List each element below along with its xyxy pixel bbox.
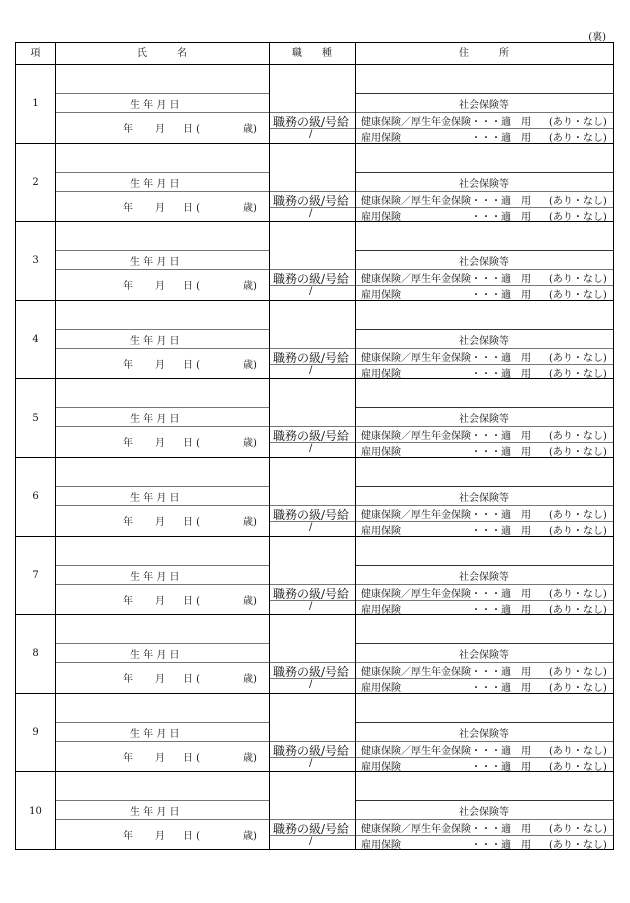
grade-slash[interactable]: / <box>309 207 313 219</box>
employment-insurance-label: 雇用保険 <box>361 447 401 459</box>
birth-day-label[interactable]: 日 ( <box>183 595 201 607</box>
health-pension-insurance-label: 健康保険／厚生年金保険・・・適 用 <box>361 274 531 286</box>
birth-day-label[interactable]: 日 ( <box>183 438 201 450</box>
employment-applicable-label: ・・・適 用 <box>471 290 531 302</box>
row-rule <box>55 93 269 94</box>
age-label[interactable]: 歳) <box>243 517 257 528</box>
social-insurance-label: 社会保険等 <box>459 650 509 662</box>
birth-year-label[interactable]: 年 <box>123 831 133 843</box>
name-cell <box>55 222 269 300</box>
address-cell <box>355 144 613 222</box>
health-applicable-choice[interactable]: (あり・なし) <box>549 745 607 757</box>
address-cell <box>355 537 613 615</box>
health-pension-insurance-label: 健康保険／厚生年金保険・・・適 用 <box>361 745 531 757</box>
employment-applicable-choice[interactable]: (あり・なし) <box>549 840 607 852</box>
birth-date-label[interactable]: 生 年 月 日 <box>130 650 180 662</box>
birth-date-label[interactable]: 生 年 月 日 <box>130 257 180 269</box>
row-rule <box>355 565 613 566</box>
name-cell <box>55 694 269 772</box>
birth-month-label[interactable]: 月 <box>155 202 165 214</box>
employment-insurance-label: 雇用保険 <box>361 761 401 773</box>
employee-row <box>16 615 613 694</box>
row-rule <box>55 584 269 585</box>
health-applicable-choice[interactable]: (あり・なし) <box>549 510 607 521</box>
employment-applicable-choice[interactable]: (あり・なし) <box>549 368 607 380</box>
age-label[interactable]: 歳) <box>243 752 257 764</box>
grade-slash[interactable]: / <box>309 364 313 376</box>
grade-slash[interactable]: / <box>309 600 313 612</box>
birth-year-label[interactable]: 年 <box>123 752 133 764</box>
employment-insurance-label: 雇用保険 <box>361 368 401 380</box>
job-cell <box>269 144 355 222</box>
row-rule <box>355 172 613 173</box>
row-rule <box>55 329 269 330</box>
job-cell <box>269 537 355 615</box>
birth-month-label[interactable]: 月 <box>155 752 165 764</box>
job-cell <box>269 772 355 851</box>
health-pension-insurance-label: 健康保険／厚生年金保険・・・適 用 <box>361 352 531 364</box>
health-pension-insurance-label: 健康保険／厚生年金保険・・・適 用 <box>361 824 531 836</box>
grade-label[interactable]: 職務の級/号給 <box>273 272 350 287</box>
health-applicable-choice[interactable]: (あり・なし) <box>549 588 607 600</box>
age-label[interactable]: 歳) <box>243 438 257 450</box>
job-cell <box>269 458 355 536</box>
employee-row <box>16 144 613 223</box>
grade-slash[interactable]: / <box>309 286 313 298</box>
birth-day-label[interactable]: 日 ( <box>183 281 201 293</box>
birth-year-label[interactable]: 年 <box>123 202 133 214</box>
employment-applicable-choice[interactable]: (あり・なし) <box>549 683 607 695</box>
employment-applicable-label: ・・・適 用 <box>471 683 531 695</box>
health-applicable-choice[interactable]: (あり・なし) <box>549 431 607 443</box>
row-rule <box>55 722 269 723</box>
health-pension-insurance-label: 健康保険／厚生年金保険・・・適 用 <box>361 667 531 679</box>
job-cell <box>269 301 355 379</box>
row-rule <box>55 741 269 742</box>
row-number: 2 <box>32 176 39 188</box>
birth-month-label[interactable]: 月 <box>155 595 165 607</box>
age-label[interactable]: 歳) <box>243 831 257 843</box>
row-number: 4 <box>32 334 39 346</box>
birth-month-label[interactable]: 月 <box>155 281 165 293</box>
health-pension-insurance-label: 健康保険／厚生年金保険・・・適 用 <box>361 588 531 600</box>
age-label[interactable]: 歳) <box>243 359 257 371</box>
employee-list-table <box>15 42 614 850</box>
grade-label[interactable]: 職務の級/号給 <box>273 665 350 680</box>
row-rule <box>55 172 269 173</box>
grade-slash[interactable]: / <box>309 836 313 848</box>
job-cell <box>269 222 355 300</box>
social-insurance-label: 社会保険等 <box>459 493 509 504</box>
social-insurance-label: 社会保険等 <box>459 335 509 347</box>
row-number: 1 <box>32 98 39 110</box>
employment-applicable-choice[interactable]: (あり・なし) <box>549 447 607 459</box>
employment-applicable-choice[interactable]: (あり・なし) <box>549 604 607 616</box>
address-cell <box>355 615 613 693</box>
employee-row <box>16 222 613 301</box>
row-rule <box>55 819 269 820</box>
table-header <box>16 43 613 65</box>
birth-month-label[interactable]: 月 <box>155 674 165 686</box>
name-cell <box>55 144 269 222</box>
age-label[interactable]: 歳) <box>243 202 257 214</box>
row-rule <box>55 800 269 801</box>
header-job: 職 種 <box>292 48 332 59</box>
column-divider <box>269 43 270 849</box>
row-rule <box>55 269 269 270</box>
row-rule <box>55 407 269 408</box>
row-rule <box>55 112 269 113</box>
employment-insurance-label: 雇用保険 <box>361 526 401 537</box>
age-label[interactable]: 歳) <box>243 595 257 607</box>
employee-row <box>16 65 613 144</box>
row-number: 5 <box>32 412 39 424</box>
employment-insurance-label: 雇用保険 <box>361 133 401 144</box>
birth-day-label[interactable]: 日 ( <box>183 517 201 528</box>
birth-date-label[interactable]: 生 年 月 日 <box>130 100 180 111</box>
birth-day-label[interactable]: 日 ( <box>183 674 201 686</box>
grade-label[interactable]: 職務の級/号給 <box>273 193 350 208</box>
row-rule <box>55 505 269 506</box>
column-divider <box>55 43 56 849</box>
address-cell <box>355 301 613 379</box>
row-number: 3 <box>32 255 39 267</box>
health-pension-insurance-label: 健康保険／厚生年金保険・・・適 用 <box>361 117 531 128</box>
employee-row <box>16 301 613 380</box>
health-pension-insurance-label: 健康保険／厚生年金保険・・・適 用 <box>361 431 531 443</box>
address-cell <box>355 65 613 143</box>
employment-applicable-label: ・・・適 用 <box>471 211 531 223</box>
job-cell <box>269 694 355 772</box>
column-divider <box>355 43 356 849</box>
grade-label[interactable]: 職務の級/号給 <box>273 350 350 365</box>
employment-insurance-label: 雇用保険 <box>361 211 401 223</box>
row-rule <box>355 722 613 723</box>
grade-slash[interactable]: / <box>309 129 313 140</box>
row-number: 6 <box>32 491 39 503</box>
social-insurance-label: 社会保険等 <box>459 414 509 426</box>
row-rule <box>355 93 613 94</box>
address-cell <box>355 772 613 851</box>
employment-applicable-choice[interactable]: (あり・なし) <box>549 290 607 302</box>
birth-date-label[interactable]: 生 年 月 日 <box>130 728 180 740</box>
row-number: 7 <box>32 569 39 581</box>
employment-applicable-label: ・・・適 用 <box>471 761 531 773</box>
health-pension-insurance-label: 健康保険／厚生年金保険・・・適 用 <box>361 510 531 521</box>
birth-date-label[interactable]: 生 年 月 日 <box>130 414 180 426</box>
address-cell <box>355 379 613 457</box>
birth-day-label[interactable]: 日 ( <box>183 752 201 764</box>
header-name: 氏 名 <box>137 48 187 59</box>
birth-date-label[interactable]: 生 年 月 日 <box>130 335 180 347</box>
grade-label[interactable]: 職務の級/号給 <box>273 429 350 444</box>
employee-row <box>16 694 613 773</box>
row-rule <box>55 348 269 349</box>
social-insurance-label: 社会保険等 <box>459 257 509 269</box>
social-insurance-label: 社会保険等 <box>459 178 509 190</box>
birth-day-label[interactable]: 日 ( <box>183 124 201 135</box>
row-rule <box>55 191 269 192</box>
row-rule <box>55 426 269 427</box>
birth-year-label[interactable]: 年 <box>123 438 133 450</box>
row-rule <box>55 565 269 566</box>
birth-year-label[interactable]: 年 <box>123 517 133 528</box>
grade-label[interactable]: 職務の級/号給 <box>273 586 350 601</box>
birth-year-label[interactable]: 年 <box>123 674 133 686</box>
name-cell <box>55 772 269 851</box>
health-applicable-choice[interactable]: (あり・なし) <box>549 117 607 128</box>
row-rule <box>355 329 613 330</box>
row-rule <box>55 250 269 251</box>
health-applicable-choice[interactable]: (あり・なし) <box>549 352 607 364</box>
employee-row <box>16 379 613 458</box>
birth-date-label[interactable]: 生 年 月 日 <box>130 571 180 583</box>
age-label[interactable]: 歳) <box>243 674 257 686</box>
birth-month-label[interactable]: 月 <box>155 124 165 135</box>
row-rule <box>355 800 613 801</box>
employment-applicable-choice[interactable]: (あり・なし) <box>549 211 607 223</box>
row-rule <box>355 250 613 251</box>
row-number: 8 <box>32 648 39 660</box>
name-cell <box>55 537 269 615</box>
social-insurance-label: 社会保険等 <box>459 571 509 583</box>
employment-insurance-label: 雇用保険 <box>361 604 401 616</box>
grade-slash[interactable]: / <box>309 679 313 691</box>
employee-row <box>16 537 613 616</box>
health-pension-insurance-label: 健康保険／厚生年金保険・・・適 用 <box>361 195 531 207</box>
job-cell <box>269 65 355 143</box>
row-rule <box>355 643 613 644</box>
employment-insurance-label: 雇用保険 <box>361 290 401 302</box>
birth-year-label[interactable]: 年 <box>123 124 133 135</box>
birth-month-label[interactable]: 月 <box>155 831 165 843</box>
employment-applicable-label: ・・・適 用 <box>471 840 531 852</box>
employment-applicable-choice[interactable]: (あり・なし) <box>549 526 607 537</box>
birth-year-label[interactable]: 年 <box>123 359 133 371</box>
job-cell <box>269 615 355 693</box>
name-cell <box>55 65 269 143</box>
age-label[interactable]: 歳) <box>243 281 257 293</box>
address-cell <box>355 222 613 300</box>
birth-month-label[interactable]: 月 <box>155 438 165 450</box>
employee-row <box>16 772 613 851</box>
row-rule <box>355 486 613 487</box>
grade-slash[interactable]: / <box>309 522 313 533</box>
birth-date-label[interactable]: 生 年 月 日 <box>130 178 180 190</box>
header-item: 項 <box>30 48 41 59</box>
birth-month-label[interactable]: 月 <box>155 359 165 371</box>
employment-applicable-label: ・・・適 用 <box>471 447 531 459</box>
health-applicable-choice[interactable]: (あり・なし) <box>549 824 607 836</box>
row-rule <box>55 643 269 644</box>
social-insurance-label: 社会保険等 <box>459 100 509 111</box>
grade-label[interactable]: 職務の級/号給 <box>273 115 350 129</box>
employment-insurance-label: 雇用保険 <box>361 683 401 695</box>
birth-year-label[interactable]: 年 <box>123 281 133 293</box>
grade-label[interactable]: 職務の級/号給 <box>273 743 350 758</box>
birth-day-label[interactable]: 日 ( <box>183 359 201 371</box>
row-number: 10 <box>29 806 42 818</box>
birth-date-label[interactable]: 生 年 月 日 <box>130 807 180 819</box>
health-applicable-choice[interactable]: (あり・なし) <box>549 667 607 679</box>
birth-year-label[interactable]: 年 <box>123 595 133 607</box>
row-rule <box>355 407 613 408</box>
name-cell <box>55 615 269 693</box>
birth-date-label[interactable]: 生 年 月 日 <box>130 493 180 504</box>
page-side-marker: (裏) <box>588 32 606 43</box>
social-insurance-label: 社会保険等 <box>459 807 509 819</box>
employment-applicable-label: ・・・適 用 <box>471 368 531 380</box>
health-applicable-choice[interactable]: (あり・なし) <box>549 274 607 286</box>
birth-day-label[interactable]: 日 ( <box>183 831 201 843</box>
employment-applicable-label: ・・・適 用 <box>471 604 531 616</box>
grade-slash[interactable]: / <box>309 443 313 455</box>
grade-label[interactable]: 職務の級/号給 <box>273 508 350 522</box>
birth-day-label[interactable]: 日 ( <box>183 202 201 214</box>
grade-label[interactable]: 職務の級/号給 <box>273 822 350 837</box>
age-label[interactable]: 歳) <box>243 124 257 135</box>
employee-row <box>16 458 613 537</box>
employment-applicable-choice[interactable]: (あり・なし) <box>549 133 607 144</box>
employment-insurance-label: 雇用保険 <box>361 840 401 852</box>
job-cell <box>269 379 355 457</box>
social-insurance-label: 社会保険等 <box>459 728 509 740</box>
health-applicable-choice[interactable]: (あり・なし) <box>549 195 607 207</box>
address-cell <box>355 694 613 772</box>
grade-slash[interactable]: / <box>309 757 313 769</box>
name-cell <box>55 379 269 457</box>
name-cell <box>55 458 269 536</box>
employment-applicable-choice[interactable]: (あり・なし) <box>549 761 607 773</box>
row-number: 9 <box>32 727 39 739</box>
row-rule <box>55 486 269 487</box>
header-address: 住 所 <box>459 48 509 59</box>
name-cell <box>55 301 269 379</box>
birth-month-label[interactable]: 月 <box>155 517 165 528</box>
row-rule <box>55 662 269 663</box>
address-cell <box>355 458 613 536</box>
employment-applicable-label: ・・・適 用 <box>471 526 531 537</box>
employment-applicable-label: ・・・適 用 <box>471 133 531 144</box>
